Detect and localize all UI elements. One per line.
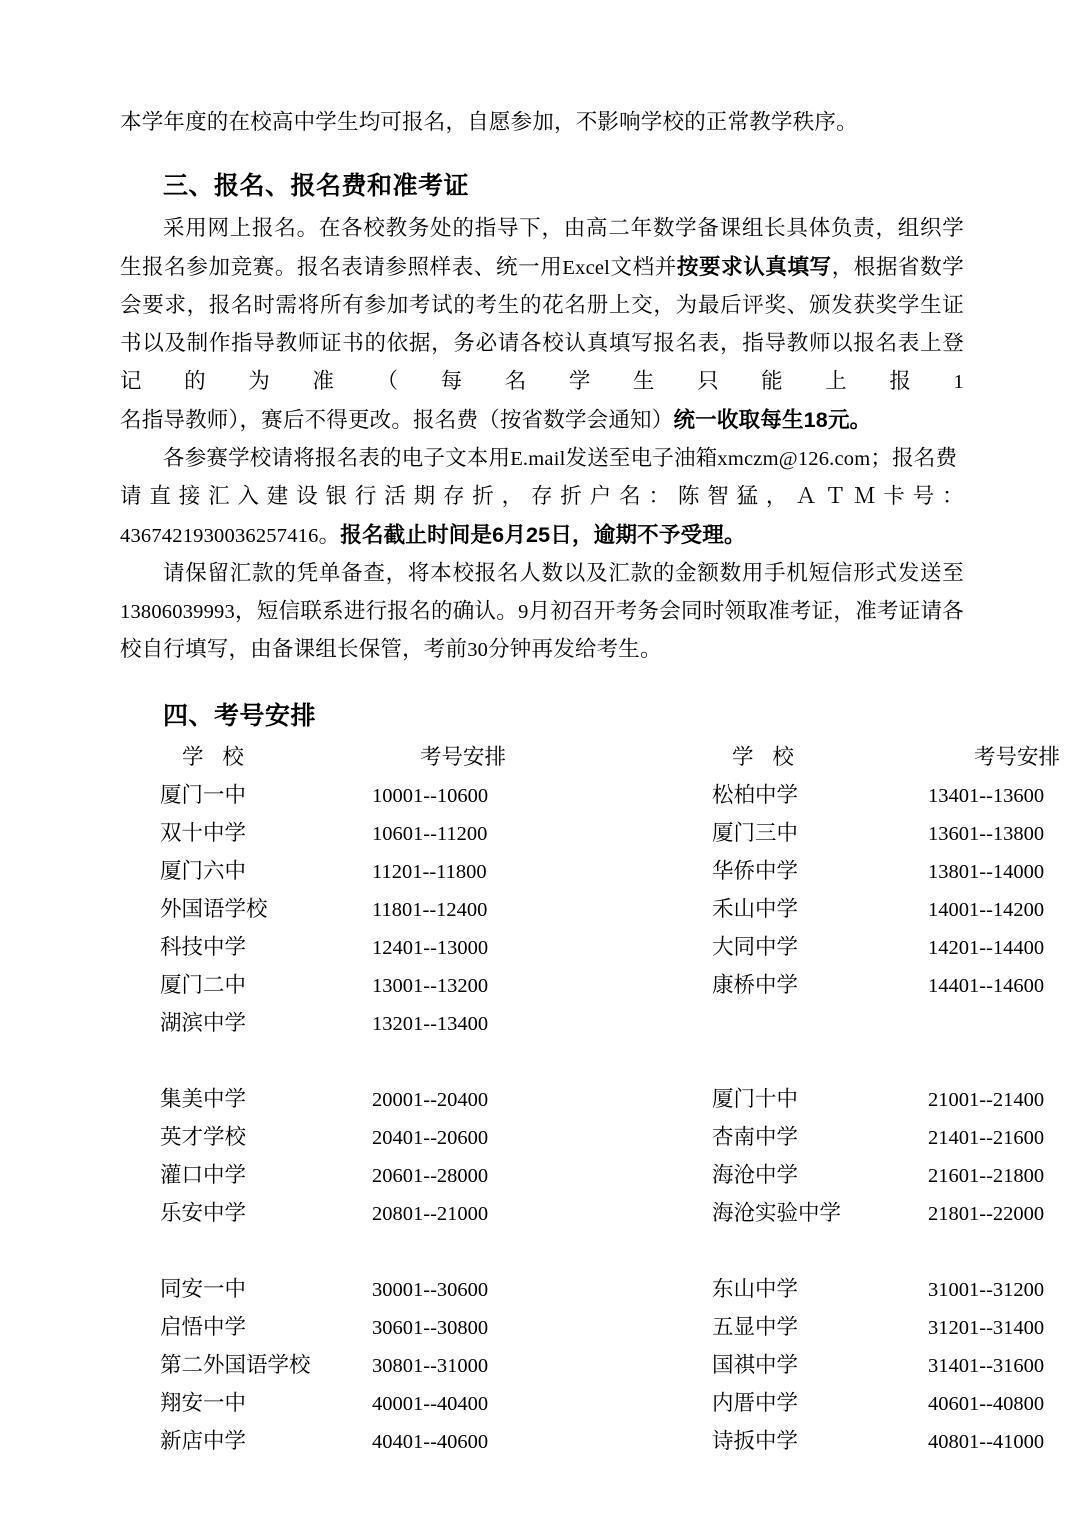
p3-text-c: 月初召开考务会同时领取准考证，准考证请各校自行填写，由备课组长保管，考前	[120, 599, 964, 662]
section3-paragraph-2-line3	[120, 516, 964, 555]
p2-card-number: 4367421930036257416	[120, 525, 319, 547]
school-name-right: 海沧中学	[712, 1163, 799, 1188]
p3-month: 9	[518, 601, 529, 623]
section3-paragraph-2-line1	[120, 440, 964, 478]
bank-line-char: ：	[648, 484, 670, 509]
bank-line-char: Ｍ	[853, 484, 876, 509]
school-name-right: 禾山中学	[712, 897, 799, 922]
exam-range-right: 21001--21400	[928, 1089, 1045, 1111]
exam-range-left: 30601--30800	[372, 1317, 489, 1339]
exam-range-left: 20001--20400	[372, 1089, 489, 1111]
school-name-right: 厦门十中	[712, 1087, 799, 1112]
table-row	[120, 1271, 1087, 1309]
exam-range-right	[922, 1005, 1087, 1043]
school-name-left: 灌口中学	[160, 1163, 247, 1188]
header-range-left: 考号安排	[420, 745, 507, 770]
bank-line-char: 活	[384, 484, 406, 509]
exam-range-right: 14201--14400	[928, 937, 1045, 959]
section-heading-4: 四、考号安排	[163, 701, 317, 730]
exam-range-left: 40401--40600	[372, 1431, 489, 1453]
table-row	[120, 967, 1087, 1005]
exam-range-right: 13401--13600	[928, 785, 1045, 807]
table-row	[120, 1081, 1087, 1119]
spacer-cell	[652, 1233, 922, 1271]
exam-range-left: 10001--10600	[372, 785, 489, 807]
bank-line-char: Ａ	[795, 484, 817, 509]
school-name-left: 启悟中学	[160, 1315, 247, 1340]
bank-line-char: 入	[237, 484, 259, 509]
bank-line-char: 卡	[883, 484, 905, 509]
p1-text-b: 文档并	[610, 255, 677, 280]
exam-range-left: 13001--13200	[372, 975, 489, 997]
bank-line-char: 折	[472, 484, 494, 509]
p2-bold-deadline: 报名截止时间是6月25日，逾期不予受理。	[340, 523, 746, 547]
table-row	[120, 1119, 1087, 1157]
school-name-right	[652, 1005, 922, 1043]
exam-range-left: 20801--21000	[372, 1203, 489, 1225]
school-name-right: 康桥中学	[712, 973, 799, 998]
school-name-left: 双十中学	[160, 821, 247, 846]
exam-range-right: 21401--21600	[928, 1127, 1045, 1149]
section-heading-3: 三、报名、报名费和准考证	[163, 171, 470, 200]
exam-range-left: 40001--40400	[372, 1393, 489, 1415]
spacer-cell	[922, 1233, 1087, 1271]
p1-bold-fill-in: 按要求认真填写	[676, 255, 832, 279]
bank-line-char: ，	[501, 484, 524, 509]
exam-range-left: 13201--13400	[372, 1013, 489, 1035]
spacer-cell	[120, 1233, 372, 1271]
p2-text-a: 各参赛学校请将报名表的电子文本用	[163, 446, 511, 471]
school-name-right: 大同中学	[712, 935, 799, 960]
header-range-right: 考号安排	[974, 745, 1061, 770]
bank-line-char: 期	[413, 484, 436, 509]
exam-range-left: 20601--28000	[372, 1165, 489, 1187]
exam-range-left: 11801--12400	[372, 899, 488, 921]
p1-text-a: 采用网上报名。在各校教务处的指导下，由高二年数学备课组长具体负责，组织学生报名参加竞赛。报名表请参照样表、统一用	[120, 216, 964, 280]
school-name-left: 科技中学	[160, 935, 247, 960]
school-name-right: 海沧实验中学	[712, 1201, 842, 1226]
bank-line-char: 猛	[736, 484, 759, 509]
school-name-left: 同安一中	[160, 1277, 247, 1302]
school-name-left: 厦门一中	[160, 783, 247, 808]
p3-text-a: 请保留汇款的凭单备查，将本校报名人数以及汇款的金额数用手机短信形式发送至	[163, 561, 964, 586]
spacer-cell	[120, 1043, 372, 1081]
table-block-spacer	[120, 1043, 1087, 1081]
school-name-left: 外国语学校	[160, 897, 268, 922]
table-row	[120, 1195, 1087, 1233]
school-name-right: 杏南中学	[712, 1125, 799, 1150]
school-name-right: 国祺中学	[712, 1353, 799, 1378]
exam-range-left: 10601--11200	[372, 823, 488, 845]
exam-range-right: 13601--13800	[928, 823, 1045, 845]
school-name-right: 东山中学	[712, 1277, 799, 1302]
table-row	[120, 929, 1087, 967]
bank-line-char: 汇	[208, 484, 230, 509]
spacer-cell	[372, 1233, 652, 1271]
table-row	[120, 1005, 1087, 1043]
p3-minutes: 30	[467, 639, 489, 661]
p2-text-b: 发送至电子油箱	[565, 446, 718, 471]
table-block-spacer	[120, 1233, 1087, 1271]
bank-line-char: 直	[149, 484, 171, 509]
p2-email-label: E.mail	[510, 448, 566, 470]
school-name-left: 英才学校	[160, 1125, 247, 1150]
bank-line-char: 折	[560, 484, 582, 509]
school-name-left: 乐安中学	[160, 1201, 247, 1226]
exam-number-table	[120, 739, 1087, 1461]
school-name-right: 内厝中学	[712, 1391, 799, 1416]
bank-line-char: 陈	[677, 484, 700, 509]
exam-range-left: 20401--20600	[372, 1127, 489, 1149]
section3-paragraph-3	[120, 555, 964, 669]
exam-range-right: 40801--41000	[928, 1431, 1045, 1453]
school-name-right: 诗扳中学	[712, 1429, 799, 1454]
table-row	[120, 1157, 1087, 1195]
exam-range-right: 14401--14600	[928, 975, 1045, 997]
school-name-left: 厦门六中	[160, 859, 247, 884]
bank-line-char: ，	[765, 484, 788, 509]
table-header-row	[120, 739, 1087, 777]
document-content	[120, 104, 1061, 1461]
table-row	[120, 815, 1087, 853]
exam-range-right: 31001--31200	[928, 1279, 1045, 1301]
exam-range-left: 12401--13000	[372, 937, 489, 959]
table-row	[120, 853, 1087, 891]
bank-line-char: 户	[589, 484, 612, 509]
p1-text-d: 名指导教师），赛后不得更改。报名费（按省数学会通知）	[120, 408, 674, 433]
bank-line-char: 建	[266, 484, 289, 509]
bank-line-char: 银	[325, 484, 348, 509]
table-row	[120, 1385, 1087, 1423]
exam-range-right: 40601--40800	[928, 1393, 1045, 1415]
school-name-left: 湖滨中学	[160, 1011, 247, 1036]
p2-period: 。	[318, 523, 341, 548]
p1-excel: Excel	[562, 257, 611, 279]
bank-line-char: 存	[531, 484, 553, 509]
header-school-right: 学 校	[732, 745, 800, 770]
spacer-cell	[652, 1043, 922, 1081]
school-name-left: 厦门二中	[160, 973, 247, 998]
exam-range-right: 31401--31600	[928, 1355, 1045, 1377]
spacer	[120, 669, 964, 699]
p3-phone-number: 13806039993	[120, 601, 235, 623]
bank-line-char: 请	[120, 484, 142, 509]
table-row	[120, 1347, 1087, 1385]
bank-line-char: 号	[912, 484, 935, 509]
school-name-right: 五显中学	[712, 1315, 799, 1340]
exam-range-right: 31201--31400	[928, 1317, 1045, 1339]
bank-line-char: 存	[442, 484, 465, 509]
bank-line-char: ：	[942, 484, 964, 509]
section3-bank-line	[120, 478, 964, 516]
exam-range-left: 11201--11800	[372, 861, 487, 883]
school-name-right: 华侨中学	[712, 859, 799, 884]
table-row	[120, 777, 1087, 815]
spacer-cell	[922, 1043, 1087, 1081]
p1-bold-fee: 统一收取每生18元。	[673, 408, 872, 432]
p2-email-address: xmczm@126.com	[717, 448, 871, 470]
bank-line-char: 行	[354, 484, 377, 509]
bank-line-char: 名	[619, 484, 641, 509]
school-name-left: 集美中学	[160, 1087, 247, 1112]
section3-paragraph-1	[120, 210, 964, 440]
bank-line-char: 设	[296, 484, 318, 509]
school-name-left: 翔安一中	[160, 1391, 247, 1416]
intro-paragraph: 本学年度的在校高中学生均可报名，自愿参加，不影响学校的正常教学秩序。	[120, 110, 858, 135]
p1-teacher-count: 1	[953, 371, 964, 393]
bank-line-char: Ｔ	[824, 484, 847, 509]
bank-line-char: 智	[707, 484, 729, 509]
school-name-right: 厦门三中	[712, 821, 799, 846]
spacer	[120, 203, 964, 210]
school-name-right: 松柏中学	[712, 783, 799, 808]
exam-range-right: 13801--14000	[928, 861, 1045, 883]
p3-text-b: ，短信联系进行报名的确认。	[234, 599, 519, 624]
table-row	[120, 1423, 1087, 1461]
exam-range-right: 14001--14200	[928, 899, 1045, 921]
header-school-left: 学 校	[182, 745, 250, 770]
table-row	[120, 1309, 1087, 1347]
exam-range-right: 21601--21800	[928, 1165, 1045, 1187]
p3-text-d: 分钟再发给考生。	[488, 637, 662, 662]
school-name-left: 第二外国语学校	[160, 1353, 311, 1378]
school-name-left: 新店中学	[160, 1429, 247, 1454]
spacer	[120, 142, 964, 169]
bank-line-char: 接	[178, 484, 201, 509]
p2-text-c: ；报名费	[870, 446, 958, 471]
table-row	[120, 891, 1087, 929]
exam-range-left: 30001--30600	[372, 1279, 489, 1301]
p1-text-c: ，根据省数学会要求，报名时需将所有参加考试的考生的花名册上交，为最后评奖、颁发获奖学生证书以及制作指导教师证书的依据，务必请各校认真填写报名表，指导教师以报名表上登记的为准（每名学生只能上报	[120, 255, 964, 394]
spacer-cell	[372, 1043, 652, 1081]
exam-range-right: 21801--22000	[928, 1203, 1045, 1225]
exam-range-left: 30801--31000	[372, 1355, 489, 1377]
